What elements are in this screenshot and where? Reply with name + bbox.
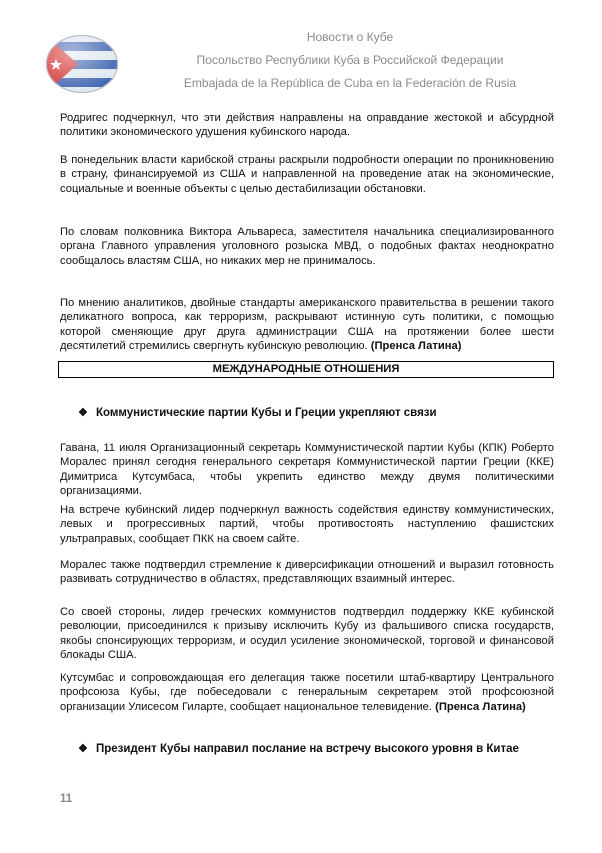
paragraph-text: По мнению аналитиков, двойные стандарты американского правительства в решении такого деликатного вопроса, как терроризм, раскрывают истинную суть политики, с помощью которой сменяющие друг друга администрации США на протяжении более шести десятилетий стремились свергнуть кубинскую революцию. xyxy=(60,297,554,353)
headline xyxy=(78,742,558,755)
paragraph xyxy=(60,296,554,354)
headline-text: Президент Кубы направил послание на встречу высокого уровня в Китае xyxy=(96,743,519,755)
header-title: Новости о Кубе xyxy=(306,30,394,44)
paragraph-text: Кутсумбас и сопровождающая его делегация также посетили штаб-квартиру Центрального профсоюза Кубы, где побеседовали с генеральным секретарем этой профсоюзной организации Улисесом Гиларте, сообщает национальное телевидение. xyxy=(60,672,554,713)
headline xyxy=(78,406,558,419)
paragraph: Моралес также подтвердил стремление к диверсификации отношений и выразил готовность развивать сотрудничество в областях, представляющих взаимный интерес. xyxy=(60,559,554,586)
header-embassy-es: Embajada de la República de Cuba en la Federación de Rusia xyxy=(183,76,517,90)
headline-text: Коммунистические партии Кубы и Греции укрепляют связи xyxy=(96,407,437,419)
cuban-flag-logo xyxy=(44,32,120,96)
paragraph: Гавана, 11 июля Организационный секретарь Коммунистической партии Кубы (КПК) Роберто Моралес принял сегодня генерального секретаря Коммунистической партии Греции (ККЕ) Димитриса Кутсумбаса, чтобы укрепить единство между двумя политическими организациями. xyxy=(60,442,554,498)
paragraph: На встрече кубинский лидер подчеркнул важность содействия единству коммунистических, левых и прогрессивных партий, чтобы противостоять наступлению фашистских ультраправых, сообщает ПКК на своем сайте. xyxy=(60,504,554,545)
paragraph: Со своей стороны, лидер греческих коммунистов подтвердил поддержку ККЕ кубинской революции, присоединился к призыву исключить Кубу из фальшивого списка государств, якобы спонсирующих терроризм, и осудил усиление экономической, торговой и финансовой блокады США. xyxy=(60,606,554,662)
page-header xyxy=(0,0,602,100)
section-title: МЕЖДУНАРОДНЫЕ ОТНОШЕНИЯ xyxy=(58,361,554,378)
bullet-icon: ❖ xyxy=(78,407,88,419)
source-attribution: (Пренса Латина) xyxy=(435,700,526,713)
paragraph xyxy=(60,671,554,714)
paragraph: Родригес подчеркнул, что эти действия направлены на оправдание жестокой и абсурдной политики экономического удушения кубинского народа. xyxy=(60,112,554,139)
header-embassy-ru: Посольство Республики Куба в Российской Федерации xyxy=(196,53,504,67)
paragraph: В понедельник власти карибской страны раскрыли подробности операции по проникновению в страну, финансируемой из США и направленной на проведение атак на экономические, социальные и военные объекты с целью дестабилизации обстановки. xyxy=(60,154,554,195)
paragraph: По словам полковника Виктора Альвареса, заместителя начальника специализированного органа Главного управления уголовного розыска МВД, о подобных фактах неоднократно сообщалось властям США, но никаких мер не принималось. xyxy=(60,226,554,267)
source-attribution: (Пренса Латина) xyxy=(370,340,462,353)
bullet-icon: ❖ xyxy=(78,743,88,755)
page-number: 11 xyxy=(60,793,73,805)
